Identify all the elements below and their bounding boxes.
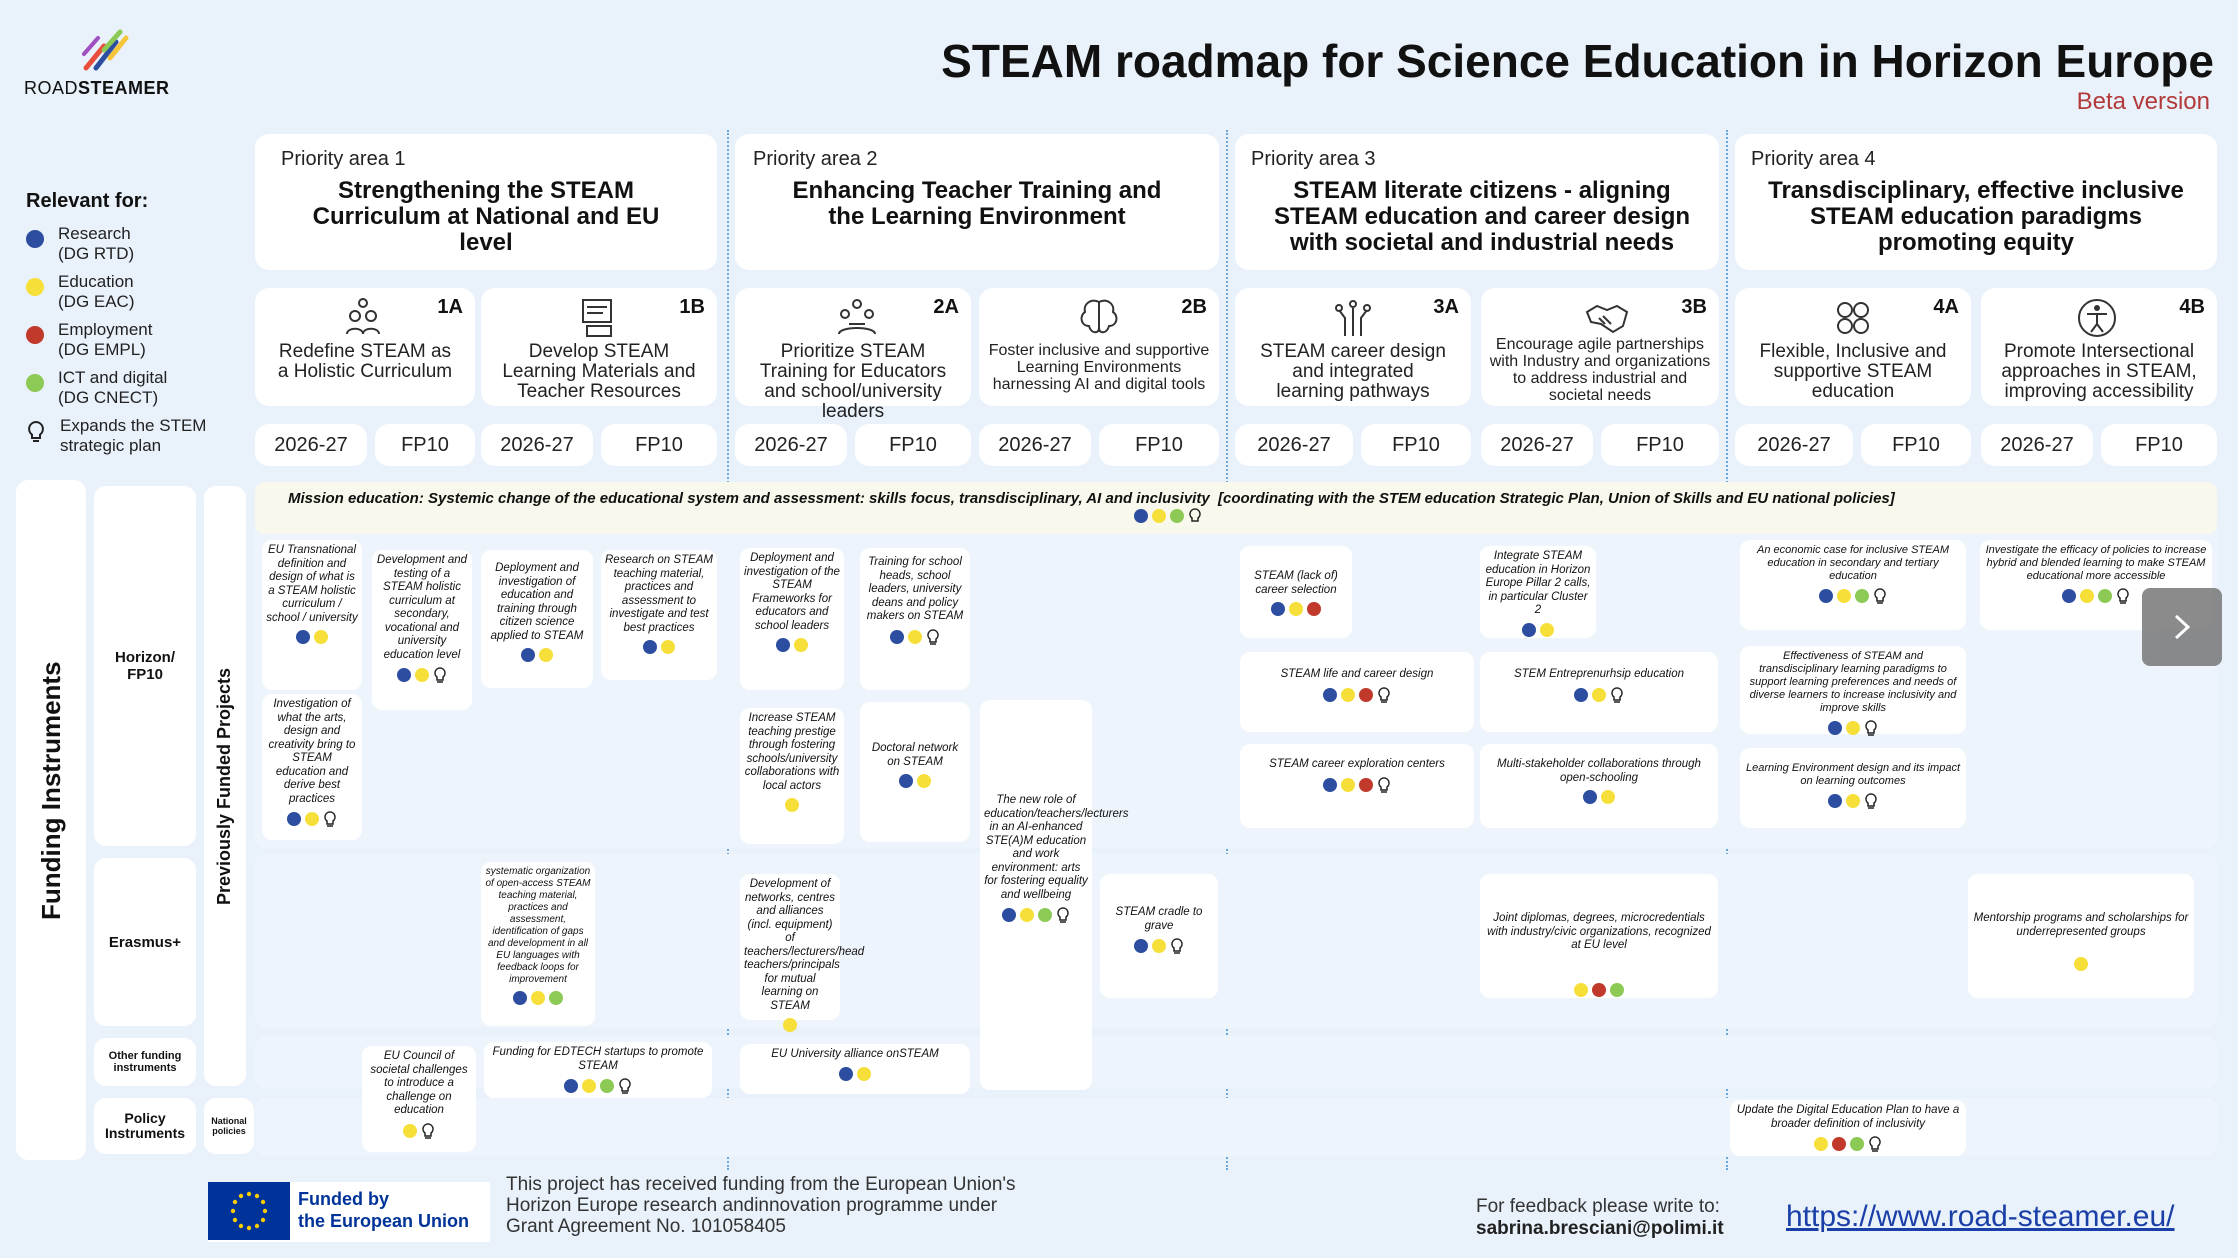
relevance-dots bbox=[744, 1018, 836, 1032]
other-funding-label: Other funding instruments bbox=[94, 1038, 196, 1086]
lightbulb-gear-icon bbox=[1056, 907, 1070, 923]
relevance-dots bbox=[266, 811, 358, 827]
relevance-dots bbox=[1484, 623, 1592, 637]
timeline-fp10: FP10 bbox=[1361, 424, 1471, 466]
relevance-dots bbox=[488, 1078, 708, 1094]
erasmus-label: Erasmus+ bbox=[94, 858, 196, 1026]
blue-dot bbox=[776, 638, 790, 652]
lightbulb-gear-icon bbox=[618, 1078, 632, 1094]
yellow-dot bbox=[2074, 957, 2088, 971]
card: STEAM cradle to grave bbox=[1100, 874, 1218, 998]
logo-icon bbox=[74, 28, 134, 72]
blue-dot bbox=[643, 640, 657, 654]
red-dot bbox=[1832, 1137, 1846, 1151]
card: systematic organization of open-access STEAM teaching material, practices and assessment, identification of gaps and development in all EU languages with feedback loops for improvement bbox=[481, 862, 595, 1026]
yellow-dot bbox=[661, 640, 675, 654]
relevance-dots bbox=[366, 1123, 472, 1139]
yellow-dot bbox=[794, 638, 808, 652]
blue-dot bbox=[1574, 688, 1588, 702]
blue-dot bbox=[521, 648, 535, 662]
card: STEAM career exploration centers bbox=[1240, 744, 1474, 828]
timeline-fp10: FP10 bbox=[1861, 424, 1971, 466]
relevance-dots bbox=[744, 1067, 966, 1081]
mission-text: Mission education: Systemic change of the educational system and assessment: skills focus, transdisciplinary, AI and inclusivity [coordinating with the STEM education Strategic Plan, Union of Skills and EU national policies] bbox=[288, 490, 1895, 507]
timeline-fp10: FP10 bbox=[375, 424, 475, 466]
legend-heading: Relevant for: bbox=[26, 190, 149, 212]
legend-research: Research (DG RTD) bbox=[26, 224, 134, 264]
card: Development of networks, centres and alliances (incl. equipment) of teachers/lecturers/head teachers/principals for mutual learning on STEAM bbox=[740, 874, 840, 1020]
red-dot bbox=[1592, 983, 1606, 997]
lightbulb-gear-icon bbox=[1377, 687, 1391, 703]
yellow-dot bbox=[1814, 1137, 1828, 1151]
yellow-dot bbox=[1341, 688, 1355, 702]
blue-dot bbox=[1134, 939, 1148, 953]
yellow-dot bbox=[1020, 908, 1034, 922]
legend-education: Education (DG EAC) bbox=[26, 272, 135, 312]
blue-dot bbox=[1583, 790, 1597, 804]
card: Training for school heads, school leaders, university deans and policy makers on STEAM bbox=[860, 548, 970, 690]
blue-dot bbox=[513, 991, 527, 1005]
brain-icon bbox=[1077, 296, 1121, 340]
yellow-dot bbox=[908, 630, 922, 644]
card: Update the Digital Education Plan to have a broader definition of inclusivity bbox=[1730, 1100, 1966, 1156]
blue-dot bbox=[1828, 721, 1842, 735]
career-hands-icon bbox=[1331, 296, 1375, 340]
relevance-dots bbox=[376, 667, 468, 683]
blue-dot bbox=[564, 1079, 578, 1093]
priority-area-2: Priority area 2 Enhancing Teacher Training and the Learning Environment bbox=[735, 134, 1219, 270]
diverse-people-icon bbox=[1831, 296, 1875, 340]
relevance-dots bbox=[864, 774, 966, 788]
blue-dot bbox=[1323, 688, 1337, 702]
blue-dot bbox=[899, 774, 913, 788]
timeline-fp10: FP10 bbox=[2101, 424, 2217, 466]
relevance-dots bbox=[1734, 1136, 1962, 1152]
timeline-2026-27: 2026-27 bbox=[979, 424, 1091, 466]
relevance-dots bbox=[864, 629, 966, 645]
card: Increase STEAM teaching prestige through fostering schools/university collaborations with local actors bbox=[740, 708, 844, 844]
yellow-dot bbox=[785, 798, 799, 812]
yellow-dot bbox=[305, 812, 319, 826]
yellow-dot bbox=[539, 648, 553, 662]
card: Funding for EDTECH startups to promote STEAM bbox=[484, 1042, 712, 1098]
lightbulb-gear-icon bbox=[1170, 938, 1184, 954]
mission-dots bbox=[1134, 508, 1202, 524]
yellow-dot bbox=[1289, 602, 1303, 616]
sub-area-1a: 1A Redefine STEAM as a Holistic Curriculum bbox=[255, 288, 475, 406]
lightbulb-gear-icon bbox=[1868, 1136, 1882, 1152]
legend-ict: ICT and digital (DG CNECT) bbox=[26, 368, 167, 408]
green-dot bbox=[549, 991, 563, 1005]
lightbulb-gear-icon bbox=[421, 1123, 435, 1139]
yellow-dot bbox=[857, 1067, 871, 1081]
previous-projects-label: Previously Funded Projects bbox=[204, 486, 246, 1086]
yellow-dot bbox=[314, 630, 328, 644]
teacher-board-icon bbox=[577, 296, 621, 340]
card: Mentorship programs and scholarships for underrepresented groups bbox=[1968, 874, 2194, 998]
lightbulb-gear-icon bbox=[1377, 777, 1391, 793]
card: Deployment and investigation of education and training through citizen science applied to STEAM bbox=[481, 550, 593, 688]
relevance-dots bbox=[1484, 687, 1714, 703]
red-dot bbox=[1359, 778, 1373, 792]
page-title: STEAM roadmap for Science Education in Horizon Europe bbox=[941, 35, 2214, 87]
priority-area-4: Priority area 4 Transdisciplinary, effective inclusive STEAM education paradigms promoting equity bbox=[1735, 134, 2217, 270]
priority-area-1: Priority area 1 Strengthening the STEAM Curriculum at National and EU level bbox=[255, 134, 717, 270]
card: Deployment and investigation of the STEAM Frameworks for educators and school leaders bbox=[740, 548, 844, 690]
green-dot bbox=[1038, 908, 1052, 922]
timeline-fp10: FP10 bbox=[601, 424, 717, 466]
card: Research on STEAM teaching material, practices and assessment to investigate and test best practices bbox=[601, 550, 717, 680]
sub-area-3a: 3A STEAM career design and integrated learning pathways bbox=[1235, 288, 1471, 406]
legend-stem-plan: Expands the STEM strategic plan bbox=[26, 416, 206, 456]
timeline-2026-27: 2026-27 bbox=[735, 424, 847, 466]
sub-area-4b: 4B Promote Intersectional approaches in STEAM, improving accessibility bbox=[1981, 288, 2217, 406]
yellow-dot bbox=[1592, 688, 1606, 702]
accessibility-icon bbox=[2075, 296, 2119, 340]
blue-dot bbox=[397, 668, 411, 682]
lightbulb-gear-icon bbox=[1864, 720, 1878, 736]
funding-instruments-label: Funding Instruments bbox=[16, 480, 86, 1160]
card: EU University alliance onSTEAM bbox=[740, 1044, 970, 1094]
lightbulb-gear-icon bbox=[323, 811, 337, 827]
card: Integrate STEAM education in Horizon Europe Pillar 2 calls, in particular Cluster 2 bbox=[1480, 546, 1596, 638]
green-dot bbox=[1610, 983, 1624, 997]
blue-dot bbox=[1522, 623, 1536, 637]
yellow-dot bbox=[1341, 778, 1355, 792]
timeline-2026-27: 2026-27 bbox=[481, 424, 593, 466]
legend-employment: Employment (DG EMPL) bbox=[26, 320, 152, 360]
national-policies-label: National policies bbox=[204, 1098, 254, 1154]
sub-area-3b: 3B Encourage agile partnerships with Industry and organizations to address industrial and societal needs bbox=[1481, 288, 1719, 406]
card: EU Transnational definition and design of what is a STEAM holistic curriculum / school / university bbox=[262, 540, 362, 690]
lightbulb-gear-icon bbox=[433, 667, 447, 683]
grant-text: This project has received funding from the European Union's Horizon Europe research andinnovation programme under Grant Agreement No. 101058405 bbox=[506, 1174, 1016, 1237]
relevance-dots bbox=[485, 648, 589, 662]
relevance-dots bbox=[1104, 938, 1214, 954]
timeline-2026-27: 2026-27 bbox=[255, 424, 367, 466]
blue-dot bbox=[890, 630, 904, 644]
blue-dot bbox=[287, 812, 301, 826]
relevance-dots bbox=[744, 798, 840, 812]
handshake-icon bbox=[1585, 296, 1629, 340]
yellow-dot bbox=[1601, 790, 1615, 804]
lightbulb-gear-icon bbox=[1188, 508, 1202, 524]
green-dot bbox=[600, 1079, 614, 1093]
blue-dot bbox=[839, 1067, 853, 1081]
relevance-dots bbox=[1244, 777, 1470, 793]
timeline-2026-27: 2026-27 bbox=[1981, 424, 2093, 466]
relevance-dots bbox=[1744, 720, 1962, 736]
yellow-dot bbox=[582, 1079, 596, 1093]
lightbulb-gear-icon bbox=[1610, 687, 1624, 703]
relevance-dots bbox=[1484, 983, 1714, 997]
card: Investigate the efficacy of policies to increase hybrid and blended learning to make STEAM educational more accessible bbox=[1980, 540, 2212, 630]
relevance-dots bbox=[1484, 790, 1714, 804]
people-sharing-icon bbox=[341, 296, 385, 340]
version-label: Beta version bbox=[2076, 88, 2210, 115]
lightbulb-gear-icon bbox=[26, 420, 46, 444]
sub-area-1b: 1B Develop STEAM Learning Materials and Teacher Resources bbox=[481, 288, 717, 406]
sub-area-2b: 2B Foster inclusive and supportive Learning Environments harnessing AI and digital tools bbox=[979, 288, 1219, 406]
card: The new role of education/teachers/lecturers in an AI-enhanced STE(A)M education and work environment: arts for fostering equality and wellbeing bbox=[980, 700, 1092, 1090]
relevance-dots bbox=[984, 907, 1088, 923]
green-dot bbox=[1855, 589, 1869, 603]
timeline-fp10: FP10 bbox=[1601, 424, 1719, 466]
policy-instruments-label: Policy Instruments bbox=[94, 1098, 196, 1154]
relevance-dots bbox=[266, 630, 358, 644]
timeline-2026-27: 2026-27 bbox=[1735, 424, 1853, 466]
timeline-2026-27: 2026-27 bbox=[1481, 424, 1593, 466]
yellow-dot bbox=[415, 668, 429, 682]
blue-dot bbox=[2062, 589, 2076, 603]
yellow-dot bbox=[783, 1018, 797, 1032]
yellow-dot bbox=[2080, 589, 2094, 603]
card: STEM Entreprenurhsip education bbox=[1480, 652, 1718, 732]
lightbulb-gear-icon bbox=[1873, 588, 1887, 604]
timeline-fp10: FP10 bbox=[1099, 424, 1219, 466]
eu-flag-icon bbox=[208, 1182, 290, 1240]
green-dot bbox=[2098, 589, 2112, 603]
red-dot bbox=[1359, 688, 1373, 702]
blue-dot bbox=[1819, 589, 1833, 603]
red-dot bbox=[1307, 602, 1321, 616]
card: Effectiveness of STEAM and transdisciplinary learning paradigms to support learning preferences and needs of diverse learners to increase inclusivity and improve skills bbox=[1740, 646, 1966, 734]
yellow-dot bbox=[917, 774, 931, 788]
card: Learning Environment design and its impact on learning outcomes bbox=[1740, 748, 1966, 828]
blue-dot bbox=[1002, 908, 1016, 922]
blue-dot bbox=[1323, 778, 1337, 792]
yellow-dot bbox=[1837, 589, 1851, 603]
timeline-fp10: FP10 bbox=[855, 424, 971, 466]
relevance-dots bbox=[605, 640, 713, 654]
yellow-dot bbox=[1846, 794, 1860, 808]
chevron-right-icon bbox=[2170, 612, 2194, 642]
sub-area-4a: 4A Flexible, Inclusive and supportive STEAM education bbox=[1735, 288, 1971, 406]
feedback-email[interactable]: sabrina.bresciani@polimi.it bbox=[1476, 1218, 1724, 1239]
lightbulb-gear-icon bbox=[926, 629, 940, 645]
next-page-button[interactable] bbox=[2142, 588, 2222, 666]
relevance-dots bbox=[485, 991, 591, 1005]
lightbulb-gear-icon bbox=[2116, 588, 2130, 604]
roadsteamer-logo bbox=[24, 28, 174, 100]
group-training-icon bbox=[835, 296, 879, 340]
blue-dot bbox=[1271, 602, 1285, 616]
feedback-label: For feedback please write to: bbox=[1476, 1196, 1720, 1217]
yellow-dot bbox=[1540, 623, 1554, 637]
relevance-dots bbox=[1744, 588, 1962, 604]
horizon-fp10-label: Horizon/ FP10 bbox=[94, 486, 196, 846]
card: EU Council of societal challenges to introduce a challenge on education bbox=[362, 1046, 476, 1152]
website-link[interactable]: https://www.road-steamer.eu/ bbox=[1786, 1200, 2175, 1233]
relevance-dots bbox=[1244, 602, 1348, 616]
relevance-dots bbox=[744, 638, 840, 652]
card: STEAM life and career design bbox=[1240, 652, 1474, 732]
logo-text: ROADSTEAMER bbox=[24, 78, 170, 98]
green-dot bbox=[1850, 1137, 1864, 1151]
sub-area-2a: 2A Prioritize STEAM Training for Educators and school/university leaders bbox=[735, 288, 971, 406]
relevance-dots bbox=[1744, 793, 1962, 809]
lightbulb-gear-icon bbox=[1864, 793, 1878, 809]
card: Multi-stakeholder collaborations through open-schooling bbox=[1480, 744, 1718, 828]
priority-area-3: Priority area 3 STEAM literate citizens - aligning STEAM education and career design with societal and industrial needs bbox=[1235, 134, 1719, 270]
card: Development and testing of a STEAM holistic curriculum at secondary, vocational and university education level bbox=[372, 550, 472, 710]
card: Investigation of what the arts, design and creativity bring to STEAM education and derive best practices bbox=[262, 694, 362, 840]
yellow-dot bbox=[1152, 939, 1166, 953]
card: Joint diplomas, degrees, microcredentials with industry/civic organizations, recognized at EU level bbox=[1480, 874, 1718, 998]
yellow-dot bbox=[531, 991, 545, 1005]
timeline-2026-27: 2026-27 bbox=[1235, 424, 1353, 466]
relevance-dots bbox=[1244, 687, 1470, 703]
eu-funding-badge: Funded by the European Union bbox=[208, 1182, 490, 1242]
relevance-dots bbox=[1972, 957, 2190, 971]
yellow-dot bbox=[1846, 721, 1860, 735]
card: Doctoral network on STEAM bbox=[860, 702, 970, 842]
card: An economic case for inclusive STEAM education in secondary and tertiary education bbox=[1740, 540, 1966, 630]
card: STEAM (lack of) career selection bbox=[1240, 546, 1352, 638]
yellow-dot bbox=[1574, 983, 1588, 997]
blue-dot bbox=[1828, 794, 1842, 808]
yellow-dot bbox=[403, 1124, 417, 1138]
blue-dot bbox=[296, 630, 310, 644]
